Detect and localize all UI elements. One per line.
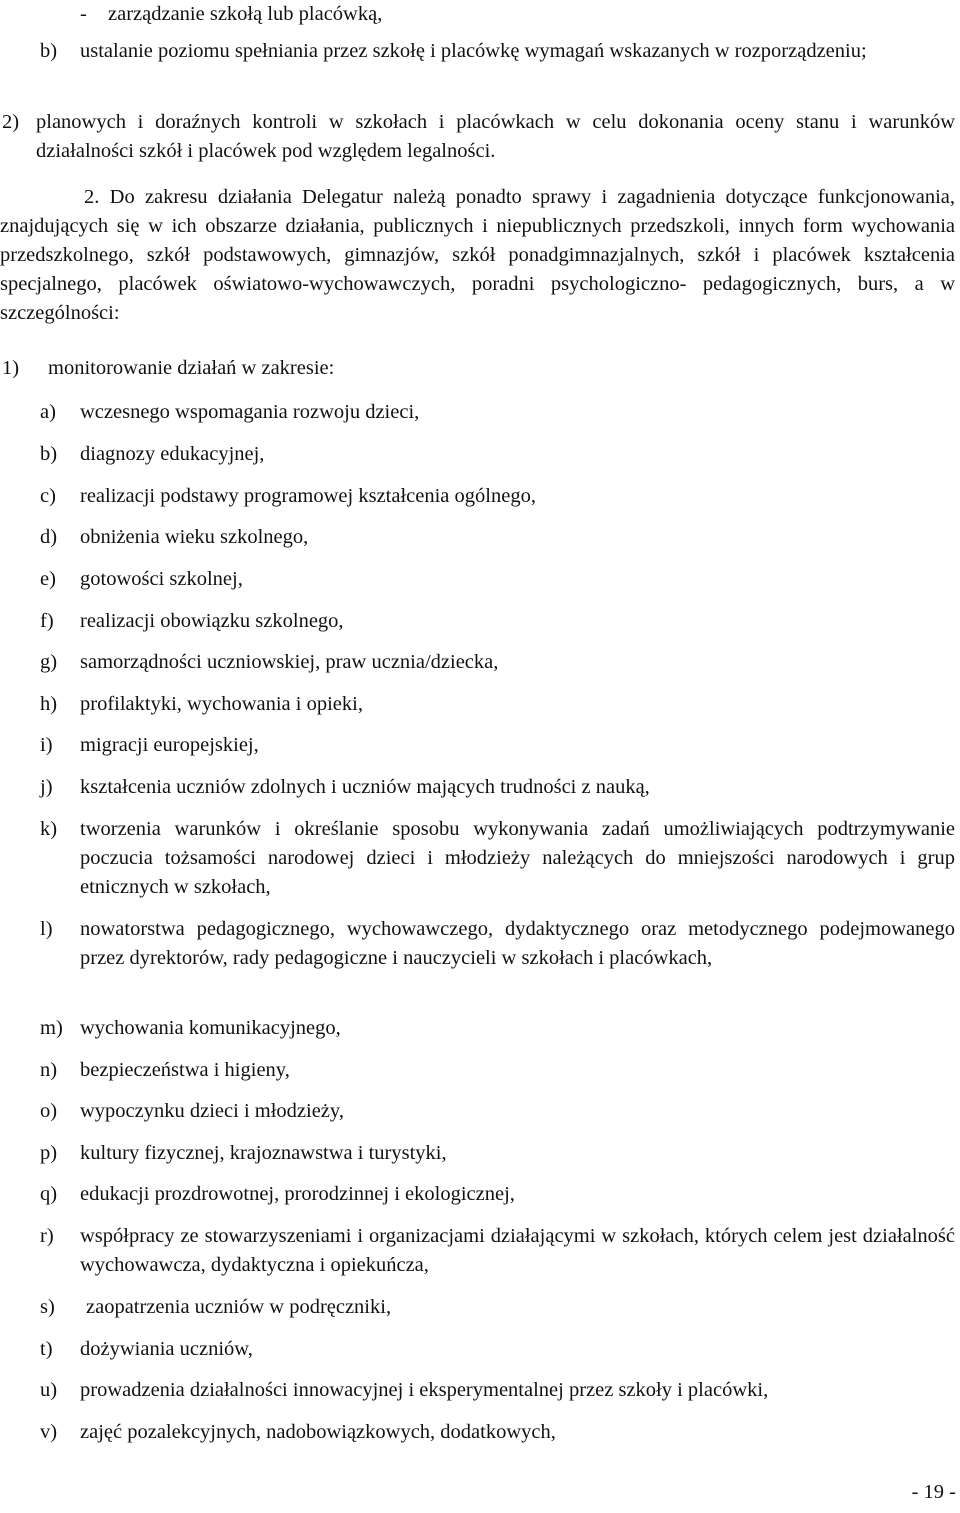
list-item	[40, 565, 955, 594]
list-marker: h)	[40, 693, 58, 715]
list-item	[40, 1293, 955, 1322]
list-text: realizacji obowiązku szkolnego,	[80, 610, 344, 632]
list-item-dash	[80, 0, 940, 29]
list-text: nowatorstwa pedagogicznego, wychowawczego, dydaktycznego oraz metodycznego podejmowanego przez dyrektorów, rady pedagogiczne i nauczycieli w szkołach i placówkach,	[80, 918, 955, 969]
list-item-2	[2, 108, 955, 166]
list-item	[40, 915, 955, 973]
list-item	[40, 398, 955, 427]
list-item-b-top	[40, 37, 955, 66]
list-item	[40, 731, 955, 760]
list-marker: 2)	[2, 111, 20, 133]
list-text: współpracy ze stowarzyszeniami i organizacjami działającymi w szkołach, których celem jest działalność wychowawcza, dydaktyczna i opiekuńcza,	[80, 1225, 955, 1276]
list-marker: e)	[40, 568, 56, 590]
list-item	[40, 440, 955, 469]
list-item	[40, 1418, 955, 1447]
list-marker: j)	[40, 776, 53, 798]
list-item	[40, 1335, 955, 1364]
list-item	[40, 1014, 955, 1043]
list-item	[40, 1222, 955, 1280]
list-item	[40, 1056, 955, 1085]
list-text: prowadzenia działalności innowacyjnej i eksperymentalnej przez szkoły i placówki,	[80, 1379, 769, 1401]
list-text: monitorowanie działań w zakresie:	[48, 357, 335, 379]
list-text: migracji europejskiej,	[80, 734, 259, 756]
list-marker: m)	[40, 1017, 63, 1039]
list-item	[40, 1180, 955, 1209]
list-item-monitoring	[2, 354, 955, 383]
list-marker: 1)	[2, 357, 20, 379]
section-number: 2.	[84, 186, 100, 208]
list-text: zarządzanie szkołą lub placówką,	[108, 3, 383, 25]
list-text: samorządności uczniowskiej, praw ucznia/dziecka,	[80, 651, 499, 673]
list-marker: b)	[40, 40, 58, 62]
list-marker: i)	[40, 734, 53, 756]
list-marker: -	[80, 3, 87, 25]
list-marker: d)	[40, 526, 58, 548]
list-text: zajęć pozalekcyjnych, nadobowiązkowych, dodatkowych,	[80, 1421, 556, 1443]
list-text: tworzenia warunków i określanie sposobu wykonywania zadań umożliwiających podtrzymywanie poczucia tożsamości narodowej dzieci i młodzieży należących do mniejszości narodowych i grup etnicznych w szkołach,	[80, 818, 955, 898]
list-text: wypoczynku dzieci i młodzieży,	[80, 1100, 344, 1122]
list-item	[40, 523, 955, 552]
list-text: zaopatrzenia uczniów w podręczniki,	[86, 1296, 392, 1318]
list-text: profilaktyki, wychowania i opieki,	[80, 693, 363, 715]
list-marker: v)	[40, 1421, 58, 1443]
list-marker: n)	[40, 1059, 58, 1081]
list-text: diagnozy edukacyjnej,	[80, 443, 265, 465]
list-text: dożywiania uczniów,	[80, 1338, 253, 1360]
list-item	[40, 648, 955, 677]
list-item	[40, 1376, 955, 1405]
list-text: bezpieczeństwa i higieny,	[80, 1059, 290, 1081]
list-marker: b)	[40, 443, 58, 465]
list-marker: p)	[40, 1142, 58, 1164]
list-marker: s)	[40, 1296, 55, 1318]
list-text: kultury fizycznej, krajoznawstwa i turystyki,	[80, 1142, 447, 1164]
list-text: edukacji prozdrowotnej, prorodzinnej i ekologicznej,	[80, 1183, 515, 1205]
section-2-paragraph	[0, 183, 955, 328]
list-text: kształcenia uczniów zdolnych i uczniów mających trudności z nauką,	[80, 776, 650, 798]
list-item	[40, 607, 955, 636]
list-marker: a)	[40, 401, 56, 423]
list-text: wychowania komunikacyjnego,	[80, 1017, 341, 1039]
list-marker: r)	[40, 1225, 54, 1247]
list-text: wczesnego wspomagania rozwoju dzieci,	[80, 401, 420, 423]
list-text: planowych i doraźnych kontroli w szkołach i placówkach w celu dokonania oceny stanu i warunków działalności szkół i placówek pod względem legalności.	[36, 111, 955, 162]
section-text: Do zakresu działania Delegatur należą ponadto sprawy i zagadnienia dotyczące funkcjonowania, znajdujących się w ich obszarze działania, publicznych i niepublicznych przedszkoli, innych form wychowania przedszkolnego, szkół podstawowych, gimnazjów, szkół ponadgimnazjalnych, szkół i placówek kształcenia specjalnego, placówek oświatowo-wychowawczych, poradni psychologiczno- pedagogicznych, burs, a w szczególności:	[0, 186, 956, 324]
list-text: realizacji podstawy programowej kształcenia ogólnego,	[80, 485, 536, 507]
list-item	[40, 1139, 955, 1168]
list-marker: q)	[40, 1183, 58, 1205]
list-text: gotowości szkolnej,	[80, 568, 243, 590]
list-text: ustalanie poziomu spełniania przez szkołę i placówkę wymagań wskazanych w rozporządzeniu;	[80, 40, 867, 62]
list-marker: c)	[40, 485, 56, 507]
list-item	[40, 690, 955, 719]
list-marker: k)	[40, 818, 58, 840]
list-marker: o)	[40, 1100, 58, 1122]
list-item	[40, 773, 955, 802]
list-marker: g)	[40, 651, 58, 673]
list-item	[40, 482, 955, 511]
list-marker: l)	[40, 918, 53, 940]
list-marker: f)	[40, 610, 54, 632]
page-number: - 19 -	[911, 1481, 956, 1503]
list-marker: u)	[40, 1379, 58, 1401]
list-text: obniżenia wieku szkolnego,	[80, 526, 309, 548]
list-marker: t)	[40, 1338, 53, 1360]
list-item	[40, 815, 955, 902]
list-item	[40, 1097, 955, 1126]
